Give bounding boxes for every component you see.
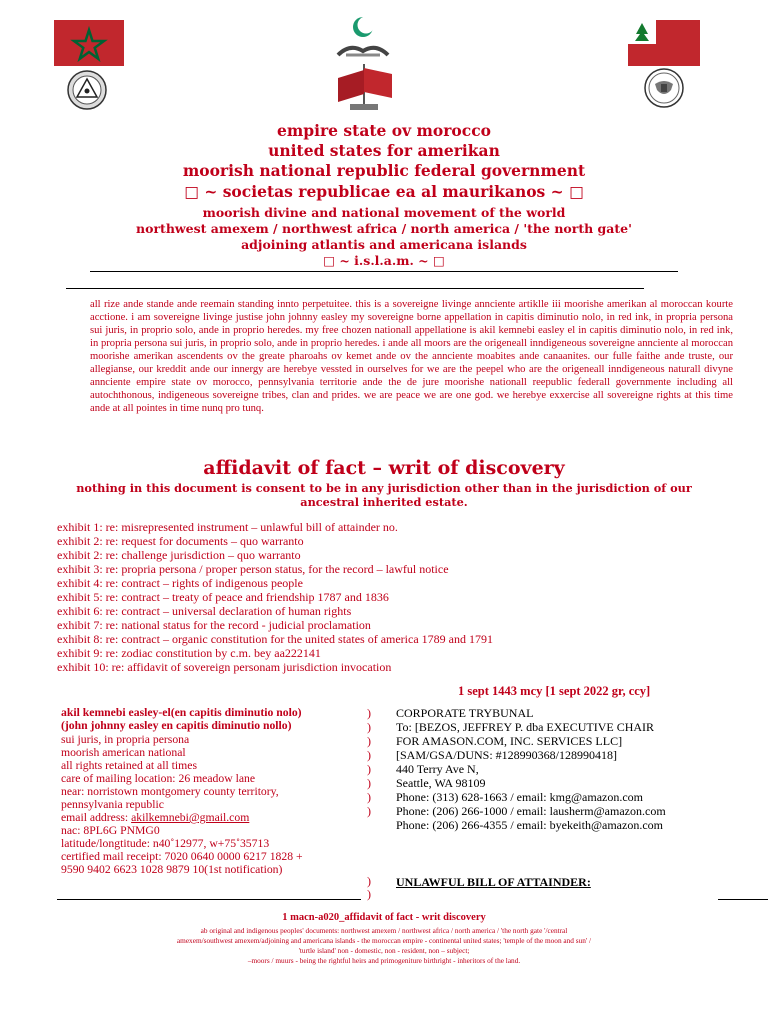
crescent-handshake-icon <box>332 15 394 63</box>
divider <box>90 271 678 272</box>
exhibit-item: exhibit 5: re: contract – treaty of peace and friendship 1787 and 1836 <box>57 590 389 604</box>
separator-paren: ) <box>367 790 371 804</box>
separator-paren: ) <box>367 734 371 748</box>
separator-paren: ) <box>367 720 371 734</box>
header-line-1: empire state ov morocco <box>277 121 491 140</box>
exhibit-item: exhibit 1: re: misrepresented instrument – unlawful bill of attainder no. <box>57 520 398 534</box>
certified-mail-receipt: certified mail receipt: 7020 0640 0000 6217 1828 + <box>61 850 303 863</box>
certified-mail-receipt: 9590 9402 6623 1028 9879 10(1st notification) <box>61 863 283 876</box>
us-great-seal-icon <box>644 68 684 108</box>
pine-tree-flag-icon <box>628 20 700 66</box>
footer-doc-id: 1 macn-a020_affidavit of fact - writ discovery <box>282 912 486 923</box>
exhibit-item: exhibit 8: re: contract – organic constitution for the united states of america 1789 and 1791 <box>57 632 493 646</box>
separator-paren: ) <box>367 762 371 776</box>
email-label: email address: <box>61 811 132 824</box>
exhibit-item: exhibit 7: re: national status for the record - judicial proclamation <box>57 618 371 632</box>
morocco-flag-icon <box>54 20 124 66</box>
header-line-4: □ ~ societas republicae ea al maurikanos ~ □ <box>184 182 584 201</box>
recipient-line: 440 Terry Ave N, <box>396 762 479 776</box>
coordinates: latitude/longtitude: n40˚12977, w+75˚35713 <box>61 837 270 850</box>
header-line-2: united states for amerikan <box>268 141 500 160</box>
divider <box>57 899 361 900</box>
recipient-line: To: [BEZOS, JEFFREY P. dba EXECUTIVE CHAIR <box>396 720 655 734</box>
exhibit-item: exhibit 9: re: zodiac constitution by c.m. bey aa222141 <box>57 646 321 660</box>
party-detail: all rights retained at all times <box>61 759 197 772</box>
exhibit-item: exhibit 3: re: propria persona / proper person status, for the record – lawful notice <box>57 562 449 576</box>
intro-paragraph: all rize ande stande ande reemain standing innto perpetuitee. this is a sovereigne livinge annciente artiklle iii moorishe amerikan al moroccan kourte acctione. i am sovereigne livinge justise john johnny easley my sovereigne borne appellation in capitis diminutio nolo, in red ink, in propria persona sui juris, in proprio solo, ande in proprio heredes. my free chozen nationall appellatione is akil kemnebi easley el in capitis diminutio nolo, in red ink, in propria persona sui juris, in proprio solo, ande in proprio heredes. i ande all moors are the origeneall inndigeneous sovereigne annciente al moroccan moorishe amerikan ascendents ov the greate pharoahs ov kemet ande ov the annciente moabites ande canaanites. our fulle faithe ande truste, our allegianse, our kreddit ande our innergy are herebye vessted in ourselves for we are the peepel who are the origeneall inndigeneous naturall divyne annciente empire state ov morocco, pennsylvania territorie ande the de jure moorishe nationall reepublic federall governmente including all autochthonous, indigeneous sovereigne tribes, clan and prides. we are peace we are one god. we herebye exxercise all sovereigne rights at this time ande at all pointes in time nunq pro tunq. <box>90 299 733 414</box>
footer-line: amexem/southwest amexem/adjoining and americana islands - the moroccan empire - continental united states; 'temple of the moon and sun' / <box>176 936 592 945</box>
footer-line: 'turtle island' non - domestic, non - resident, non – subject; <box>298 946 470 955</box>
subtitle-line-2: ancestral inherited estate. <box>300 495 468 509</box>
party-detail: near: norristown montgomery county territory, <box>61 785 279 798</box>
exhibit-item: exhibit 2: re: challenge jurisdiction – quo warranto <box>57 548 301 562</box>
footer-line: ab original and indigenous peoples' documents: northwest amexem / northwest africa / north america / 'the north gate '/central <box>200 926 568 935</box>
recipient-line: FOR AMASON.COM, INC. SERVICES LLC] <box>396 734 623 748</box>
party-detail: sui juris, in propria persona <box>61 733 190 746</box>
separator-paren: ) <box>367 874 371 888</box>
footer-line: –moors / muurs - being the rightful heirs and primogeniture birthright - inheritors of the land. <box>247 956 521 965</box>
separator-paren: ) <box>367 804 371 818</box>
document-date: 1 sept 1443 mcy [1 sept 2022 gr, ccy] <box>458 684 651 698</box>
nac-code: nac: 8PL6G PNMG0 <box>61 824 160 837</box>
exhibit-item: exhibit 4: re: contract – rights of indigenous people <box>57 576 303 590</box>
party-name-alias: (john johnny easley en capitis diminutio nollo) <box>61 719 292 732</box>
exhibit-item: exhibit 10: re: affidavit of sovereign personam jurisdiction invocation <box>57 660 392 674</box>
header-line-3: moorish national republic federal government <box>182 161 586 180</box>
divider <box>66 288 644 289</box>
header-line-7: adjoining atlantis and americana islands <box>241 237 527 252</box>
party-detail: care of mailing location: 26 meadow lane <box>61 772 256 785</box>
party-name: akil kemnebi easley-el(en capitis diminutio nolo) <box>61 706 302 719</box>
separator-paren: ) <box>367 887 371 901</box>
separator-paren: ) <box>367 748 371 762</box>
recipient-line: CORPORATE TRYBUNAL <box>396 706 534 720</box>
masonic-seal-icon <box>67 70 107 110</box>
red-flag-emblem-icon <box>330 62 398 112</box>
header-line-8: □ ~ i.s.l.a.m. ~ □ <box>323 253 445 268</box>
recipient-phone: Phone: (206) 266-4355 / email: byekeith@amazon.com <box>396 818 663 832</box>
header-line-5: moorish divine and national movement of the world <box>202 205 566 220</box>
divider <box>718 899 768 900</box>
separator-paren: ) <box>367 776 371 790</box>
party-detail: pennsylvania republic <box>61 798 164 811</box>
document-title: affidavit of fact – writ of discovery <box>203 457 565 479</box>
recipient-phone: Phone: (206) 266-1000 / email: lausherm@amazon.com <box>396 804 666 818</box>
email-link[interactable]: akilkemnebi@gmail.com <box>131 811 250 824</box>
recipient-line: [SAM/GSA/DUNS: #128990368/128990418] <box>396 748 618 762</box>
recipient-phone: Phone: (313) 628-1663 / email: kmg@amazon.com <box>396 790 644 804</box>
recipient-line: Seattle, WA 98109 <box>396 776 486 790</box>
exhibit-item: exhibit 6: re: contract – universal declaration of human rights <box>57 604 352 618</box>
email-line <box>61 811 249 824</box>
subtitle-line-1: nothing in this document is consent to be in any jurisdiction other than in the jurisdiction of our <box>76 481 692 495</box>
party-detail: moorish american national <box>61 746 186 759</box>
exhibit-item: exhibit 2: re: request for documents – quo warranto <box>57 534 304 548</box>
bill-of-attainder-heading: UNLAWFUL BILL OF ATTAINDER: <box>396 875 591 889</box>
header-line-6: northwest amexem / northwest africa / north america / 'the north gate' <box>136 221 632 236</box>
separator-paren: ) <box>367 706 371 720</box>
